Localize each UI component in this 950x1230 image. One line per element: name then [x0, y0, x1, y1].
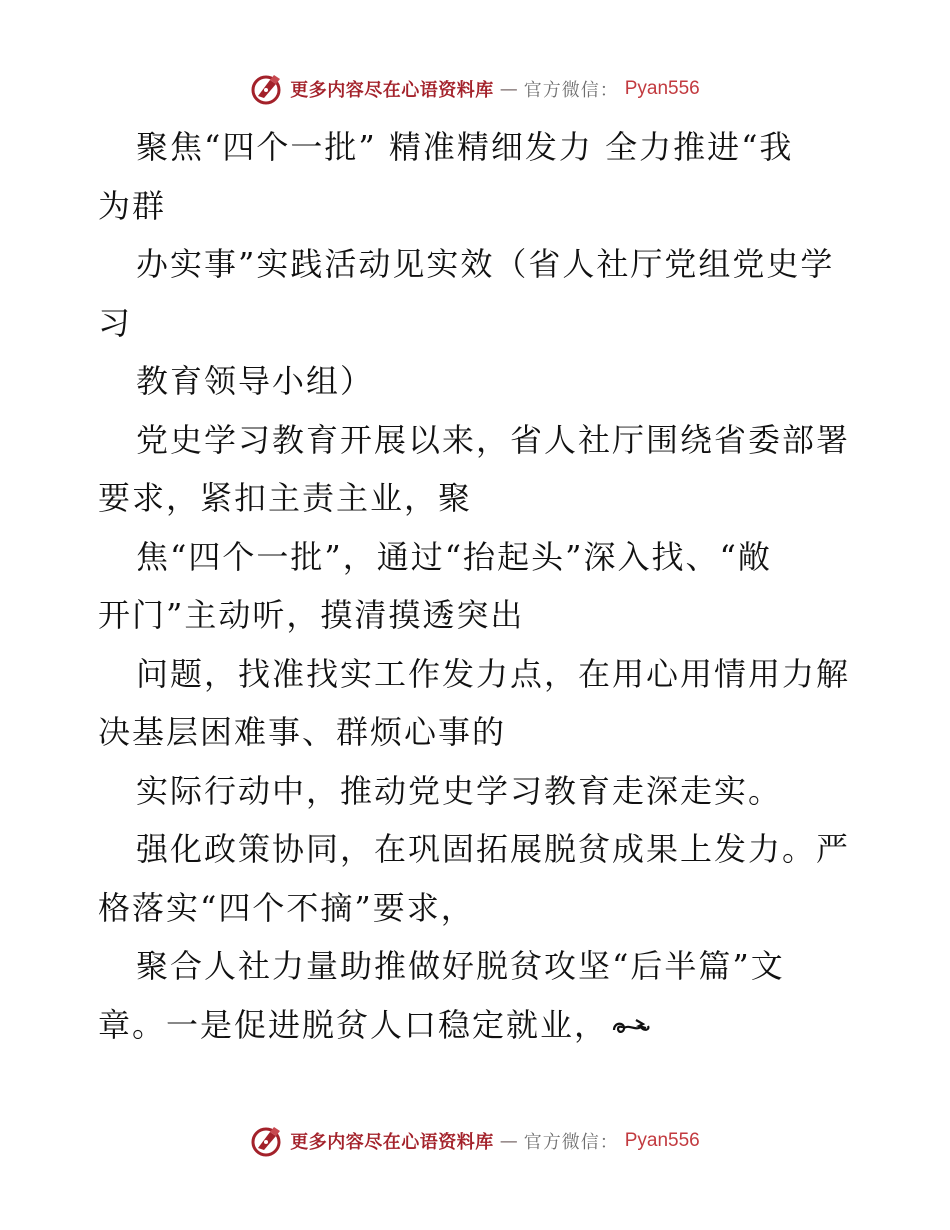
- text-line: 聚合人社力量助推做好脱贫攻坚“后半篇”文: [136, 947, 785, 985]
- text-line: 教育领导小组）: [136, 362, 375, 400]
- watermark-separator: —: [499, 1130, 518, 1152]
- text-line: 问题，找准找实工作发力点，在用心用情用力解: [136, 654, 851, 693]
- text-line: 强化政策协同，在巩固拓展脱贫成果上发力。严: [136, 830, 851, 868]
- text-line: 开门”主动听，摸清摸透突出: [98, 596, 525, 634]
- watermark-wechat-id: Pyan556: [624, 1130, 700, 1151]
- document-body: [98, 124, 854, 1060]
- text-line: 格落实“四个不摘”要求，: [98, 888, 475, 927]
- watermark-title: 更多内容尽在心语资料库: [290, 1132, 494, 1153]
- pen-nib-logo-icon: [250, 72, 284, 106]
- watermark-title: 更多内容尽在心语资料库: [290, 80, 494, 101]
- text-line: 为群: [98, 186, 167, 225]
- watermark-footer: [0, 1124, 950, 1158]
- text-line-last-content: 章。一是促进脱贫人口稳定就业，: [98, 1005, 609, 1044]
- watermark-header: [0, 72, 950, 106]
- pen-nib-logo-icon: [250, 1124, 284, 1158]
- text-line: 决基层困难事、群烦心事的: [98, 713, 507, 751]
- text-line: 实际行动中，推动党史学习教育走深走实。: [136, 771, 783, 810]
- text-line: 焦“四个一批”，通过“抬起头”深入找、“敞: [136, 537, 772, 576]
- text-line: 聚焦“四个一批” 精准精细发力 全力推进“我: [136, 128, 794, 166]
- text-line-last: [98, 1002, 854, 1061]
- watermark-label: 官方微信：: [523, 80, 619, 101]
- scroll-ornament-icon: [610, 1014, 652, 1038]
- text-line: 要求，紧扣主责主业，聚: [98, 479, 473, 517]
- watermark-wechat-id: Pyan556: [624, 78, 700, 99]
- text-line: 办实事”实践活动见实效（省人社厅党组党史学: [136, 245, 835, 283]
- watermark-separator: —: [499, 78, 518, 100]
- text-line: 习: [98, 303, 133, 342]
- text-line: 党史学习教育开展以来，省人社厅围绕省委部署: [136, 420, 851, 459]
- watermark-label: 官方微信：: [523, 1132, 619, 1153]
